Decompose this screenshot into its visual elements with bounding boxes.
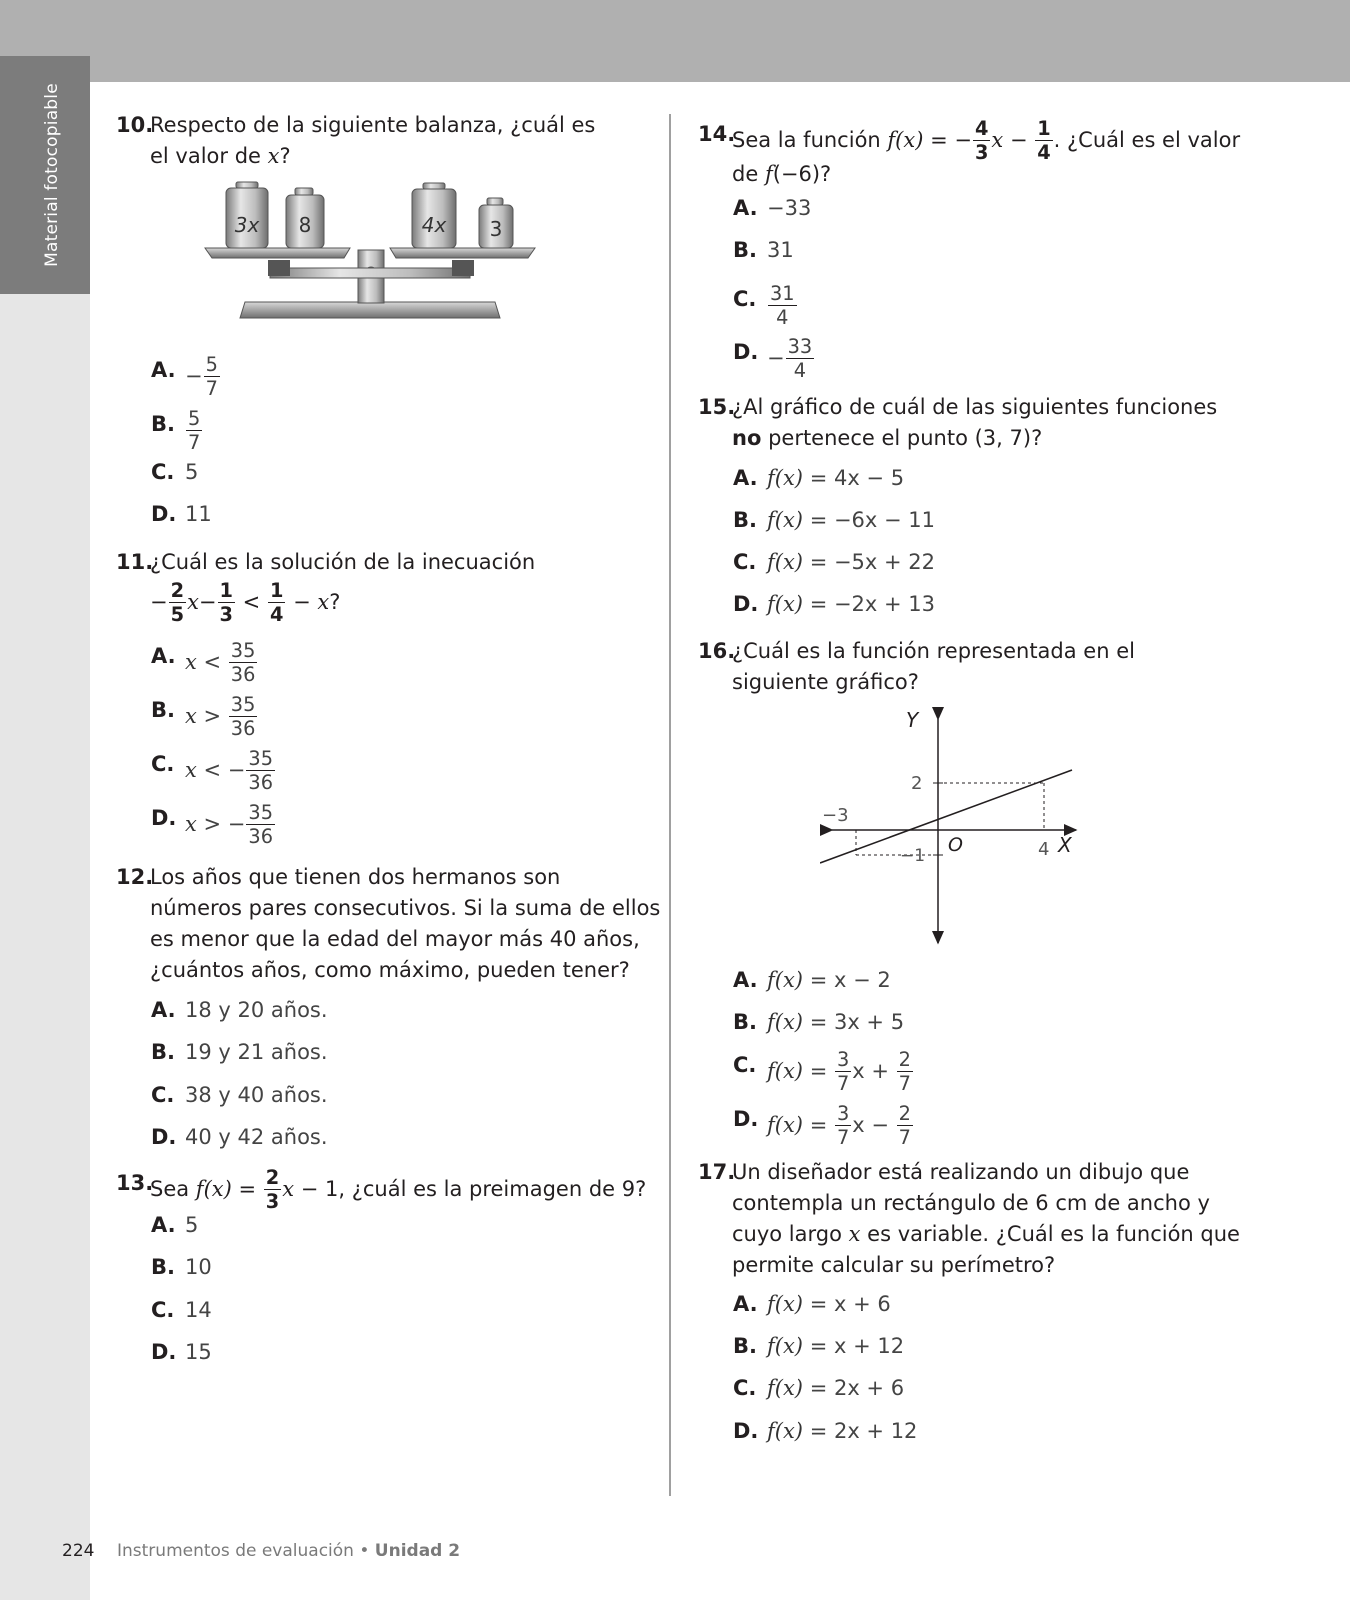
- option-value: [767, 965, 891, 995]
- function: f(x): [767, 1376, 804, 1400]
- option-value: [767, 284, 798, 328]
- weight-8: [286, 188, 324, 248]
- option-value: [185, 749, 276, 793]
- question-text: [732, 1157, 1258, 1281]
- sign: −: [227, 757, 246, 782]
- numerator: 5: [205, 353, 218, 376]
- denominator: 3: [219, 603, 233, 627]
- numerator: 2: [898, 1102, 911, 1125]
- variable: x: [187, 589, 199, 614]
- numerator: 1: [219, 579, 233, 602]
- question-17: [698, 1157, 1258, 1281]
- function: f(x): [767, 1334, 804, 1358]
- option-letter: B.: [151, 698, 175, 722]
- expression: = x + 6: [803, 1292, 891, 1316]
- question-text: [150, 862, 661, 986]
- option-letter: B.: [151, 412, 175, 436]
- function: f: [764, 161, 773, 186]
- text-span: pertenece el punto (3, 7)?: [761, 426, 1043, 450]
- numerator: 35: [248, 801, 273, 824]
- numerator: 31: [770, 282, 795, 305]
- question-line: ¿cuántos años, como máximo, pueden tener?: [150, 958, 630, 982]
- denominator: 7: [898, 1126, 911, 1150]
- top-banner: [0, 0, 1350, 82]
- numerator: 1: [269, 579, 284, 602]
- denominator: 3: [974, 141, 989, 165]
- fraction: [835, 1104, 851, 1148]
- option-letter: C.: [733, 287, 757, 311]
- function: f(x): [195, 1176, 232, 1201]
- footer-bullet: •: [359, 1541, 370, 1561]
- question-10: [116, 110, 656, 172]
- option-letter: B.: [151, 1255, 175, 1279]
- weight-label: 3: [489, 217, 503, 241]
- option-value: 31: [767, 238, 794, 262]
- question-15: [698, 392, 1243, 454]
- numerator: 3: [836, 1102, 850, 1125]
- function: f(x): [767, 508, 804, 532]
- option-letter: B.: [733, 1334, 757, 1358]
- fraction: [169, 581, 186, 625]
- footer-unit: Unidad 2: [374, 1541, 461, 1561]
- y-axis-label: Y: [906, 708, 919, 732]
- question-line: es menor que la edad del mayor más 40 años,: [150, 927, 640, 951]
- option-value: [185, 409, 203, 453]
- fraction: [229, 641, 258, 685]
- expression: = −6x − 11: [803, 508, 936, 532]
- fraction: [229, 695, 258, 739]
- function: f(x): [767, 1292, 804, 1316]
- option-value: [767, 1289, 891, 1319]
- emphasis: no: [732, 426, 762, 450]
- denominator: 7: [836, 1126, 850, 1150]
- option-value: [185, 695, 258, 739]
- option-letter: A.: [733, 196, 758, 220]
- variable: x: [185, 757, 197, 782]
- function: f(x): [767, 968, 804, 992]
- option-letter: C.: [151, 1298, 175, 1322]
- scale-support-left: [268, 260, 290, 276]
- option-value: [185, 355, 221, 399]
- numerator: 35: [230, 639, 256, 662]
- option-letter: A.: [733, 968, 758, 992]
- fraction: [218, 581, 235, 625]
- text-span: x −: [852, 1112, 896, 1137]
- denominator: 36: [230, 663, 256, 687]
- numerator: 3: [836, 1048, 850, 1071]
- option-value: [767, 505, 935, 535]
- option-value: [767, 589, 935, 619]
- weight-label: 4x: [421, 213, 447, 237]
- inequation: [150, 581, 340, 625]
- variable: x: [267, 144, 280, 168]
- function: f(x): [767, 550, 804, 574]
- denominator: 4: [793, 359, 807, 383]
- side-tab-label: Material fotocopiable: [42, 83, 62, 267]
- denominator: 7: [836, 1072, 850, 1096]
- relation: <: [196, 757, 228, 782]
- numerator: 2: [898, 1048, 911, 1071]
- question-text: [732, 117, 1241, 190]
- option-value: [767, 1104, 914, 1148]
- question-text: [150, 1168, 646, 1212]
- option-letter: C.: [733, 1376, 757, 1400]
- option-value: [767, 1416, 917, 1446]
- question-line: Un diseñador está realizando un dibujo que: [732, 1160, 1190, 1184]
- function: f(x): [767, 466, 804, 490]
- text-span: (−6)?: [772, 161, 832, 186]
- option-letter: A.: [733, 466, 758, 490]
- fraction: [204, 355, 220, 399]
- question-line: siguiente gráfico?: [732, 670, 919, 694]
- option-value: 15: [185, 1340, 212, 1364]
- scale-pan-right: [390, 248, 535, 258]
- sign: −: [227, 811, 246, 836]
- denominator: 3: [265, 1190, 280, 1214]
- relation: >: [196, 703, 228, 728]
- option-letter: A.: [151, 998, 176, 1022]
- question-13: [116, 1168, 646, 1212]
- coordinate-graph: [820, 705, 1090, 945]
- numerator: 33: [787, 335, 813, 358]
- weight-label: 8: [298, 213, 312, 237]
- option-letter: D.: [151, 502, 177, 526]
- sign: −: [767, 345, 785, 370]
- denominator: 4: [1037, 141, 1051, 165]
- question-11: [116, 547, 656, 578]
- scale-support-right: [452, 260, 474, 276]
- sign: −: [185, 363, 203, 388]
- option-letter: D.: [151, 1340, 177, 1364]
- question-line: contempla un rectángulo de 6 cm de ancho y: [732, 1191, 1210, 1215]
- numerator: 35: [230, 693, 256, 716]
- option-letter: A.: [151, 1213, 176, 1237]
- text-span: Sea la función: [732, 127, 888, 152]
- tick-label-x4: 4: [1038, 839, 1050, 860]
- option-value: 10: [185, 1255, 212, 1279]
- text-span: − 1, ¿cuál es la preimagen de 9?: [294, 1176, 647, 1201]
- option-letter: C.: [151, 752, 175, 776]
- numerator: 35: [248, 747, 273, 770]
- weight-4x: [412, 183, 456, 248]
- question-14: [698, 117, 1241, 190]
- question-number: 13.: [116, 1171, 154, 1195]
- weight-label: 3x: [234, 213, 260, 237]
- question-text: [150, 110, 656, 172]
- denominator: 36: [248, 825, 273, 849]
- option-letter: A.: [151, 644, 176, 668]
- denominator: 7: [188, 431, 201, 455]
- option-letter: D.: [733, 340, 759, 364]
- numerator: 1: [1037, 117, 1051, 140]
- fraction: [897, 1050, 913, 1094]
- scale-pan-left: [205, 248, 350, 258]
- text-span: =: [803, 1112, 834, 1137]
- option-value: [767, 547, 935, 577]
- sign: −: [150, 589, 168, 614]
- fraction: [246, 749, 275, 793]
- fraction: [1035, 119, 1052, 163]
- option-letter: C.: [151, 460, 175, 484]
- option-value: [767, 463, 904, 493]
- question-line: Los años que tienen dos hermanos son: [150, 865, 561, 889]
- fraction: [246, 803, 275, 847]
- variable: x: [185, 703, 197, 728]
- function: f(x): [767, 1058, 804, 1083]
- option-letter: A.: [733, 1292, 758, 1316]
- denominator: 4: [269, 603, 284, 627]
- denominator: 5: [170, 603, 185, 627]
- expression: = 2x + 12: [803, 1419, 918, 1443]
- numerator: 2: [265, 1166, 280, 1189]
- footer-text: [117, 1541, 460, 1561]
- denominator: 7: [205, 377, 218, 401]
- question-line: [732, 1219, 1258, 1250]
- operator: <: [242, 589, 261, 614]
- text-span: de: [732, 161, 765, 186]
- page-number: 224: [62, 1541, 95, 1561]
- column-divider: [669, 114, 671, 1496]
- scale-base: [240, 302, 500, 318]
- text-span: cuyo largo: [732, 1222, 849, 1246]
- scale-beam: [270, 268, 470, 278]
- denominator: 36: [248, 771, 273, 795]
- option-letter: B.: [733, 238, 757, 262]
- question-line: números pares consecutivos. Si la suma de ellos: [150, 896, 661, 920]
- question-number: 11.: [116, 550, 154, 574]
- expression: = −5x + 22: [803, 550, 936, 574]
- option-letter: D.: [733, 1107, 759, 1131]
- variable: x: [185, 811, 197, 836]
- option-value: 5: [185, 1213, 199, 1237]
- option-letter: B.: [733, 508, 757, 532]
- question-number: 12.: [116, 865, 154, 889]
- tick-label-xm3: −3: [822, 805, 849, 826]
- function: f(x): [767, 1419, 804, 1443]
- balance-scale-figure: [200, 180, 550, 330]
- option-value: 14: [185, 1298, 212, 1322]
- option-letter: C.: [151, 1083, 175, 1107]
- option-value: 19 y 21 años.: [185, 1040, 328, 1064]
- fraction: [786, 337, 815, 381]
- x-axis-label: X: [1058, 833, 1072, 857]
- denominator: 4: [776, 306, 789, 330]
- relation: >: [196, 811, 228, 836]
- option-value: 11: [185, 502, 212, 526]
- expression: = 3x + 5: [803, 1010, 905, 1034]
- expression: = x − 2: [803, 968, 891, 992]
- function: f(x): [887, 127, 924, 152]
- question-number: 10.: [116, 113, 154, 137]
- option-letter: C.: [733, 1053, 757, 1077]
- option-value: 5: [185, 460, 199, 484]
- option-value: [185, 803, 276, 847]
- question-line: [732, 423, 1243, 454]
- denominator: 7: [898, 1072, 911, 1096]
- text-span: =: [803, 1058, 834, 1083]
- text-span: ?: [329, 589, 341, 614]
- option-letter: A.: [151, 358, 176, 382]
- text-span: es variable. ¿Cuál es la función que: [860, 1222, 1240, 1246]
- tick-label-ym1: −1: [900, 846, 926, 866]
- variable: x: [991, 127, 1004, 152]
- fraction: [973, 119, 990, 163]
- footer-section: Instrumentos de evaluación: [117, 1541, 354, 1561]
- option-letter: D.: [151, 806, 177, 830]
- question-text: [732, 392, 1243, 454]
- denominator: 36: [230, 717, 256, 741]
- question-16: [698, 636, 1243, 698]
- option-value: [767, 1007, 904, 1037]
- text-span: ?: [279, 144, 291, 168]
- function: f(x): [767, 592, 804, 616]
- fraction: [268, 581, 285, 625]
- option-value: −33: [767, 196, 812, 220]
- variable: x: [317, 589, 330, 614]
- function-line: [820, 770, 1072, 863]
- expression: = 2x + 6: [803, 1376, 905, 1400]
- left-margin-strip: [0, 82, 90, 1600]
- text-span: x +: [852, 1058, 896, 1083]
- text-span: Sea: [150, 1176, 196, 1201]
- option-value: [767, 1373, 904, 1403]
- option-letter: C.: [733, 550, 757, 574]
- option-letter: D.: [733, 1419, 759, 1443]
- numerator: 2: [170, 579, 185, 602]
- fraction: [897, 1104, 913, 1148]
- option-value: 18 y 20 años.: [185, 998, 328, 1022]
- option-letter: B.: [151, 1040, 175, 1064]
- origin-label: O: [948, 834, 963, 856]
- operator: −: [198, 589, 217, 614]
- question-12: [116, 862, 661, 986]
- operator: −: [1003, 127, 1035, 152]
- function: f(x): [767, 1010, 804, 1034]
- numerator: 4: [974, 117, 989, 140]
- text-span: = −: [923, 127, 972, 152]
- fraction: [186, 409, 202, 453]
- variable: x: [848, 1222, 861, 1246]
- fraction: [768, 284, 797, 328]
- option-letter: D.: [151, 1125, 177, 1149]
- question-number: 16.: [698, 639, 736, 663]
- text-span: . ¿Cuál es el valor: [1053, 127, 1241, 152]
- option-value: [185, 641, 258, 685]
- question-line: permite calcular su perímetro?: [732, 1253, 1056, 1277]
- weight-3: [479, 198, 513, 248]
- function: f(x): [767, 1112, 804, 1137]
- option-value: 40 y 42 años.: [185, 1125, 328, 1149]
- variable: x: [185, 649, 197, 674]
- fraction: [835, 1050, 851, 1094]
- option-value: [767, 1331, 904, 1361]
- question-line: ¿Cuál es la función representada en el: [732, 639, 1135, 663]
- option-value: 38 y 40 años.: [185, 1083, 328, 1107]
- expression: = x + 12: [803, 1334, 905, 1358]
- question-number: 17.: [698, 1160, 736, 1184]
- fraction: [264, 1168, 281, 1212]
- text-span: =: [231, 1176, 263, 1201]
- operator: −: [293, 589, 318, 614]
- question-line: [150, 141, 656, 172]
- question-line: Respecto de la siguiente balanza, ¿cuál es: [150, 113, 596, 137]
- variable: x: [282, 1176, 295, 1201]
- question-text: [732, 636, 1243, 698]
- question-number: 14.: [698, 122, 736, 146]
- question-text: ¿Cuál es la solución de la inecuación: [150, 550, 536, 574]
- option-value: [767, 1050, 914, 1094]
- question-line: ¿Al gráfico de cuál de las siguientes funciones: [732, 395, 1218, 419]
- tick-label-y2: 2: [911, 773, 923, 794]
- expression: = −2x + 13: [803, 592, 936, 616]
- relation: <: [196, 649, 228, 674]
- question-number: 15.: [698, 395, 736, 419]
- option-letter: B.: [733, 1010, 757, 1034]
- option-letter: D.: [733, 592, 759, 616]
- weight-3x: [226, 182, 268, 248]
- expression: = 4x − 5: [803, 466, 905, 490]
- text-span: el valor de: [150, 144, 268, 168]
- option-value: [767, 337, 815, 381]
- question-line: [732, 117, 1241, 165]
- numerator: 5: [188, 407, 201, 430]
